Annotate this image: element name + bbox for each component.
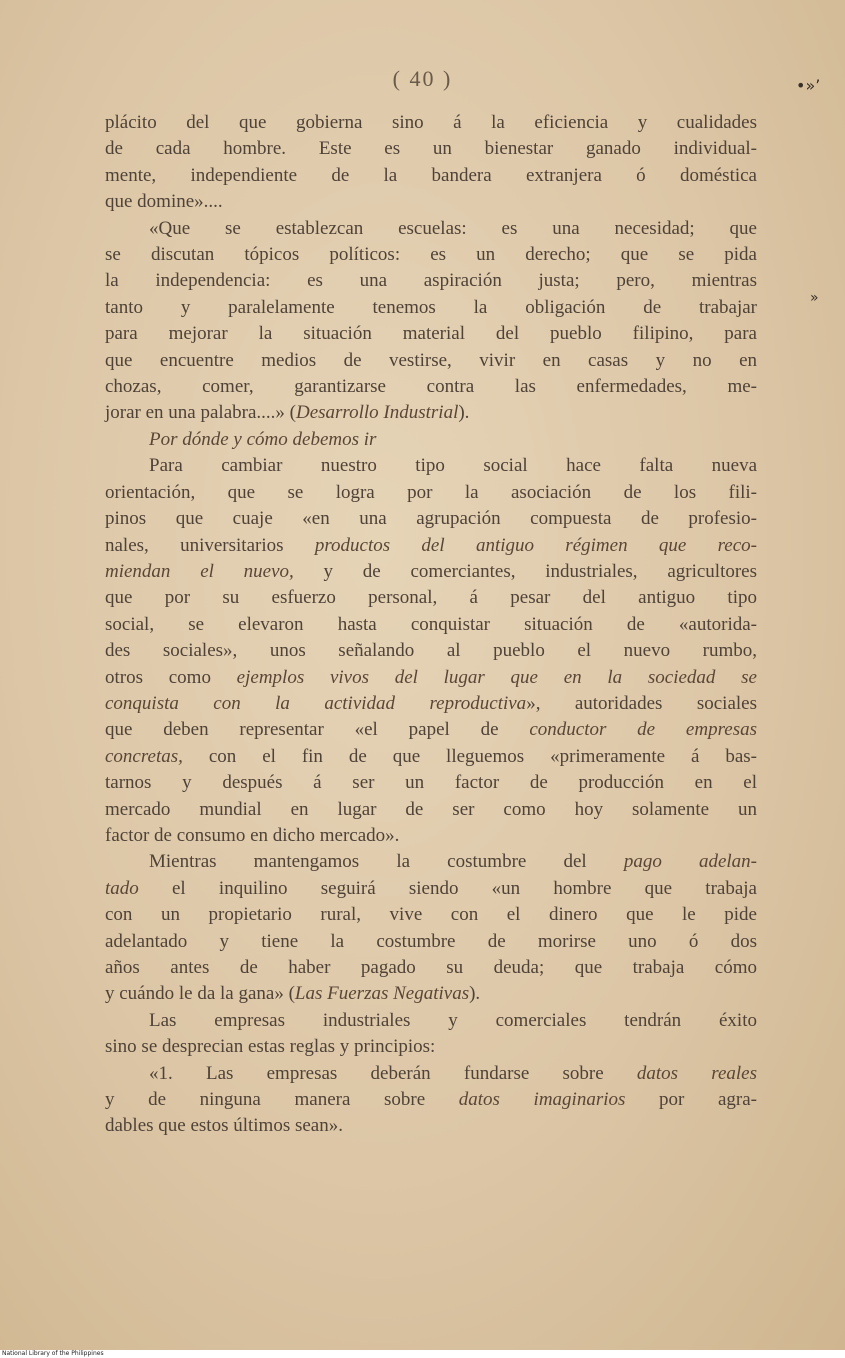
text-segment: chozas, comer, garantizarse contra las enfermedades, me-	[105, 376, 757, 398]
text-segment: por agra-	[625, 1089, 757, 1111]
text-segment: ).	[458, 402, 470, 424]
margin-mark: »	[810, 290, 819, 306]
text-line	[105, 110, 757, 136]
italic-phrase: Las Fuerzas Negativas	[294, 983, 470, 1005]
text-segment: años antes de haber pagado su deuda; que trabaja cómo	[105, 957, 757, 978]
body-text	[105, 110, 757, 1140]
text-segment: pinos que cuaje «en una agrupación compuesta de profesio-	[105, 508, 757, 530]
text-line	[105, 585, 757, 611]
text-line	[105, 1087, 757, 1113]
text-segment: jorar en una palabra....» (	[105, 402, 296, 424]
italic-phrase: concretas,	[105, 745, 183, 767]
text-line	[105, 321, 757, 347]
text-segment: Mientras mantengamos la costumbre del	[149, 851, 624, 873]
text-segment: el inquilino seguirá siendo «un hombre que trabaja	[138, 877, 757, 899]
text-segment: se discutan tópicos políticos: es un derecho; que se pida	[105, 244, 757, 266]
text-line	[105, 638, 757, 664]
text-line	[105, 533, 757, 559]
text-segment: nales, universitarios	[105, 534, 315, 556]
section-heading	[105, 427, 757, 453]
text-line	[105, 348, 757, 374]
text-segment: mente, independiente de la bandera extranjera ó doméstica	[105, 164, 757, 186]
text-segment: y de comerciantes, industriales, agricultores	[293, 560, 758, 582]
text-line	[105, 849, 757, 875]
text-segment: orientación, que se logra por la asociación de los fili-	[105, 481, 757, 503]
margin-mark: •»’	[796, 76, 821, 95]
text-segment: sino se desprecian estas reglas y principios:	[105, 1036, 436, 1058]
text-line	[105, 268, 757, 294]
italic-phrase: miendan el nuevo,	[105, 560, 294, 582]
footer-credit: National Library of the Philippines	[0, 1350, 845, 1358]
text-segment: tarnos y después á ser un factor de producción en el	[105, 772, 757, 794]
text-line	[105, 929, 757, 955]
text-segment: mercado mundial en lugar de ser como hoy solamente un	[105, 798, 757, 820]
text-line	[105, 797, 757, 823]
text-segment: factor de consumo en dicho mercado».	[105, 824, 400, 846]
text-segment: Para cambiar nuestro tipo social hace falta nueva	[149, 455, 757, 477]
text-segment: que domine»....	[105, 191, 223, 213]
text-line	[105, 374, 757, 400]
text-line	[105, 242, 757, 268]
text-segment: Las empresas industriales y comerciales tendrán éxito	[149, 1009, 757, 1031]
text-segment: », autoridades sociales	[526, 692, 757, 714]
text-segment: tanto y paralelamente tenemos la obligación de trabajar	[105, 296, 757, 318]
text-segment: «1. Las empresas deberán fundarse sobre	[149, 1062, 637, 1084]
italic-phrase: Por dónde y cómo debemos ir	[149, 428, 377, 450]
text-line	[105, 955, 757, 981]
text-line	[105, 1034, 757, 1060]
text-line	[105, 691, 757, 717]
italic-phrase: Desarrollo Industrial	[295, 402, 459, 424]
text-line	[105, 902, 757, 928]
italic-phrase: conquista con la actividad reproductiva	[105, 692, 527, 714]
text-line	[105, 876, 757, 902]
text-line	[105, 216, 757, 242]
italic-phrase: ejemplos vivos del lugar que en la sociedad se	[236, 666, 757, 688]
text-segment: otros como	[105, 666, 237, 688]
text-line	[105, 480, 757, 506]
text-segment: con un propietario rural, vive con el dinero que le pide	[105, 904, 757, 926]
text-line	[105, 1113, 757, 1139]
text-line	[105, 981, 757, 1007]
text-segment: que por su esfuerzo personal, á pesar del antiguo tipo	[105, 587, 757, 609]
italic-phrase: conductor de empresas	[529, 719, 757, 741]
text-segment: la independencia: es una aspiración justa; pero, mientras	[105, 270, 757, 292]
text-line	[105, 189, 757, 215]
text-segment: y de ninguna manera sobre	[105, 1089, 459, 1111]
text-line	[105, 559, 757, 585]
text-line	[105, 823, 757, 849]
text-line	[105, 717, 757, 743]
text-line	[105, 295, 757, 321]
text-segment: «Que se establezcan escuelas: es una necesidad; que	[149, 217, 757, 239]
text-line	[105, 1008, 757, 1034]
text-segment: ).	[469, 983, 481, 1005]
text-line	[105, 136, 757, 162]
italic-phrase: productos del antiguo régimen que reco-	[314, 534, 757, 556]
text-segment: social, se elevaron hasta conquistar situación de «autorida-	[105, 613, 757, 635]
italic-phrase: datos imaginarios	[458, 1089, 626, 1111]
text-segment: que encuentre medios de vestirse, vivir en casas y no en	[105, 349, 757, 371]
text-segment: des sociales», unos señalando al pueblo el nuevo rumbo,	[105, 640, 757, 662]
text-line	[105, 163, 757, 189]
text-segment: dables que estos últimos sean».	[105, 1115, 343, 1137]
text-segment: adelantado y tiene la costumbre de morirse uno ó dos	[105, 930, 757, 952]
text-line	[105, 770, 757, 796]
text-line	[105, 665, 757, 691]
text-segment: para mejorar la situación material del pueblo filipino, para	[105, 323, 757, 345]
text-line	[105, 453, 757, 479]
text-segment: con el fin de que lleguemos «primeramente á bas-	[182, 745, 757, 767]
text-segment: y cuándo le da la gana» (	[105, 983, 295, 1005]
text-line	[105, 1061, 757, 1087]
text-segment: de cada hombre. Este es un bienestar ganado individual-	[105, 138, 757, 160]
italic-phrase: pago adelan-	[623, 851, 758, 873]
italic-phrase: tado	[105, 877, 139, 899]
text-segment: que deben representar «el papel de	[105, 719, 530, 741]
text-line	[105, 612, 757, 638]
text-line	[105, 506, 757, 532]
italic-phrase: datos reales	[636, 1062, 757, 1084]
text-line	[105, 744, 757, 770]
page-number: ( 40 )	[392, 66, 453, 91]
text-line	[105, 400, 757, 426]
text-segment: plácito del que gobierna sino á la eficiencia y cualidades	[105, 112, 757, 133]
